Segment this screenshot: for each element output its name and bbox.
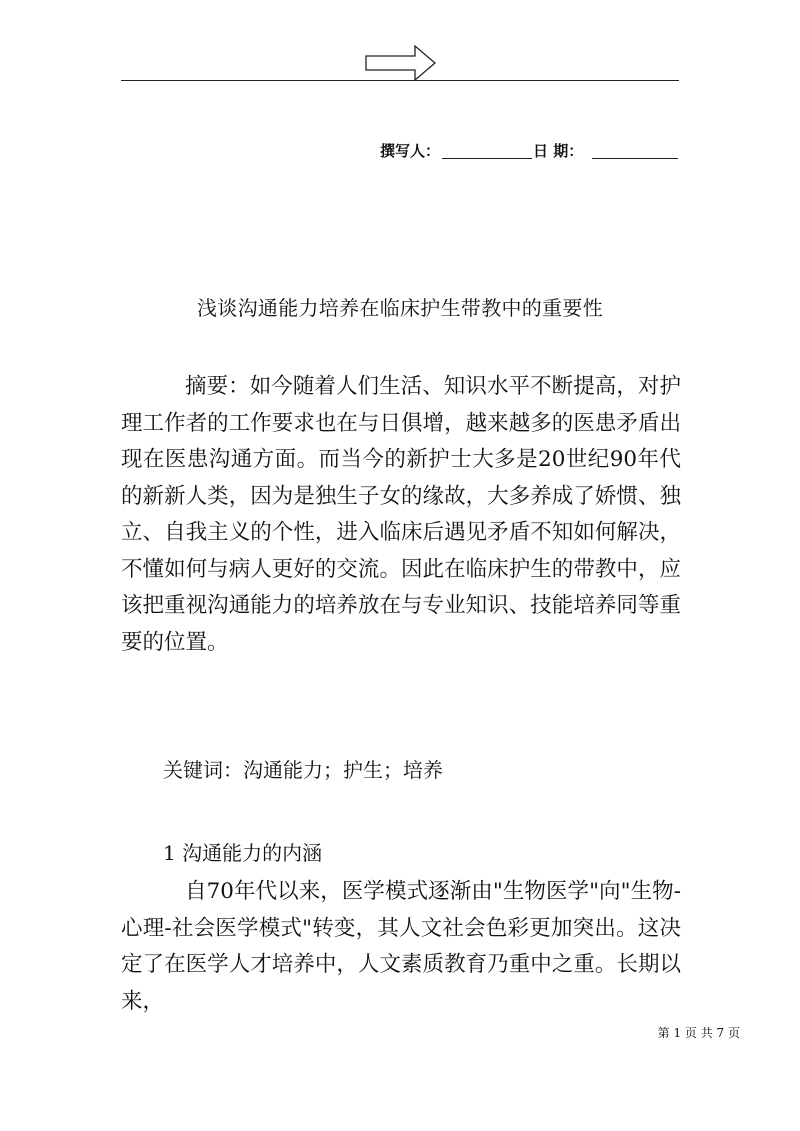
author-date-row <box>380 140 680 162</box>
section-heading: 1 沟通能力的内涵 <box>163 841 323 865</box>
keywords-line: 关键词：沟通能力；护生；培养 <box>163 758 443 782</box>
page-indicator: 第 1 页 共 7 页 <box>657 1026 740 1040</box>
body-paragraph: 自70年代以来，医学模式逐渐由"生物医学"向"生物-心理-社会医学模式"转变，其人文社会色彩更加突出。这决定了在医学人才培养中，人文素质教育乃重中之重。长期以来， <box>121 879 681 1014</box>
date-label: 日 期： <box>533 142 584 160</box>
author-blank <box>442 158 532 159</box>
date-blank <box>592 158 678 159</box>
right-arrow-icon <box>365 44 437 82</box>
author-label: 撰写人： <box>380 142 441 160</box>
abstract-paragraph: 摘要：如今随着人们生活、知识水平不断提高，对护理工作者的工作要求也在与日俱增，越来越多的医患矛盾出现在医患沟通方面。而当今的新护士大多是20世纪90年代的新新人类，因为是独生子女的缘故，大多养成了娇惯、独立、自我主义的个性，进入临床后遇见矛盾不知如何解决，不懂如何与病人更好的交流。因此在临床护生的带教中，应该把重视沟通能力的培养放在与专业知识、技能培养同等重要的位置。 <box>121 374 681 655</box>
document-title: 浅谈沟通能力培养在临床护生带教中的重要性 <box>197 296 603 320</box>
header-divider <box>121 80 679 81</box>
